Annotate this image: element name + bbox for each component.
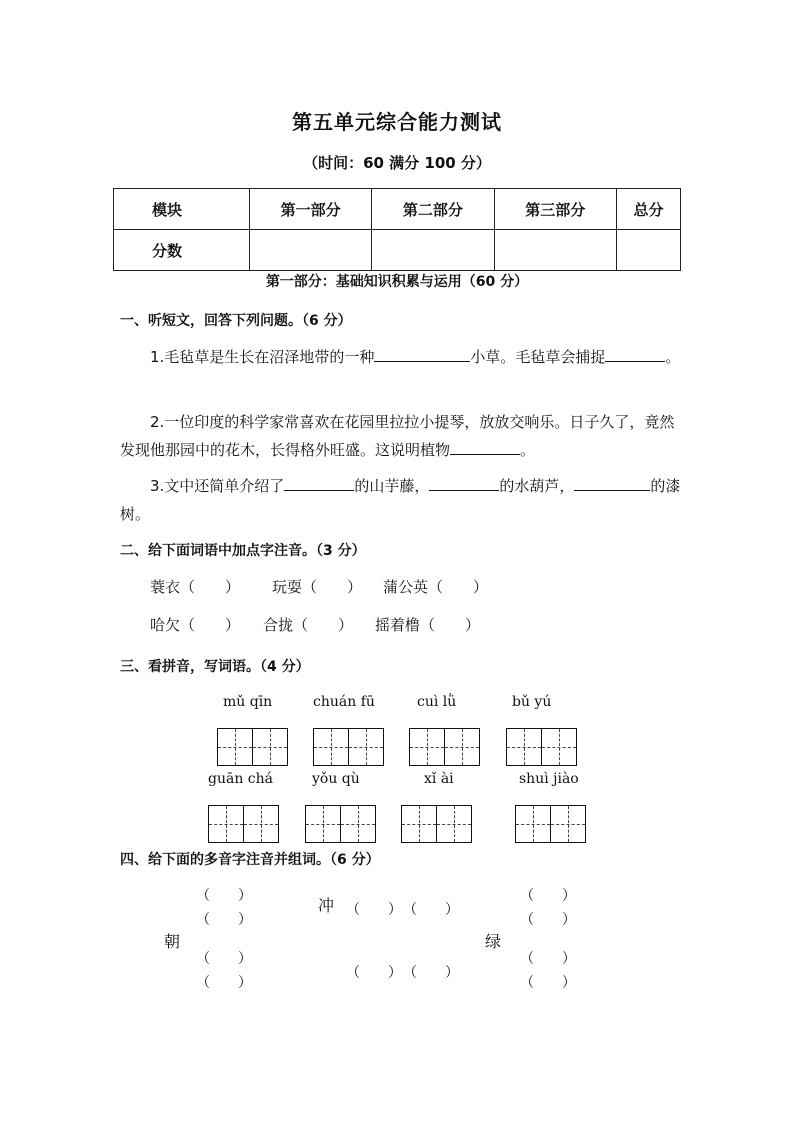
answer-blank[interactable]: [374, 347, 470, 362]
table-header-cell: 总分: [616, 189, 680, 230]
pinyin-label: mǔ qīn: [223, 694, 273, 710]
pinyin-label: guān chá: [208, 771, 273, 787]
q1-item3-text-c: 的水葫芦，: [499, 477, 575, 495]
score-cell[interactable]: [372, 230, 494, 271]
answer-paren[interactable]: （ ）: [346, 965, 402, 981]
polyphone-char: 冲: [318, 896, 335, 915]
q1-item1-text-b: 小草。毛毡草会捕捉: [470, 348, 606, 366]
q1-heading: 一、听短文，回答下列问题。（6 分）: [120, 313, 352, 329]
pinyin-label: shuì jiào: [519, 771, 579, 787]
page-subtitle: （时间：60 满分 100 分）: [303, 154, 491, 172]
table-row: [114, 189, 681, 230]
q2-heading: 二、给下面词语中加点字注音。（3 分）: [120, 543, 366, 559]
writing-grid[interactable]: [515, 805, 586, 843]
writing-grid[interactable]: [506, 728, 577, 766]
q1-item2-text-a: 2.一位印度的科学家常喜欢在花园里拉拉小提琴，放放交响乐。日子久了，竟然发现他那园中的花木，长得格外旺盛。这说明植物: [120, 413, 675, 459]
q2-word: 合拢（ ）: [263, 616, 354, 634]
table-header-cell: 第一部分: [249, 189, 371, 230]
writing-grid[interactable]: [217, 728, 288, 766]
answer-paren[interactable]: （ ）: [520, 975, 576, 991]
q1-item3-text-b: 的山芋藤，: [354, 477, 430, 495]
writing-grid[interactable]: [409, 728, 480, 766]
answer-paren[interactable]: （ ）: [196, 912, 252, 928]
answer-paren[interactable]: （ ）: [196, 951, 252, 967]
q1-item2: [120, 408, 682, 464]
q2-word: 蓑衣（ ）: [150, 578, 241, 596]
answer-paren[interactable]: （ ）: [520, 912, 576, 928]
polyphone-char: 绿: [485, 932, 502, 951]
q2-word: 玩耍（ ）: [272, 578, 363, 596]
q1-item3-text-d: 的漆树。: [120, 477, 681, 523]
answer-blank[interactable]: [450, 440, 520, 455]
answer-blank[interactable]: [429, 476, 499, 491]
pinyin-label: chuán fū: [313, 694, 375, 710]
answer-blank[interactable]: [284, 476, 354, 491]
answer-blank[interactable]: [605, 347, 665, 362]
writing-grid[interactable]: [313, 728, 384, 766]
writing-grid[interactable]: [305, 805, 376, 843]
part1-title: 第一部分：基础知识积累与运用（60 分）: [265, 274, 529, 290]
answer-paren[interactable]: （ ）: [346, 902, 402, 918]
answer-paren[interactable]: （ ）: [520, 888, 576, 904]
score-cell[interactable]: [249, 230, 371, 271]
q1-item2-text-b: 。: [520, 441, 536, 459]
score-cell[interactable]: [494, 230, 616, 271]
table-header-cell: 第三部分: [494, 189, 616, 230]
writing-grid[interactable]: [208, 805, 279, 843]
table-row: [114, 230, 681, 271]
polyphone-char: 朝: [164, 932, 181, 951]
q1-item3: [120, 472, 682, 528]
answer-paren[interactable]: （ ）: [196, 888, 252, 904]
q2-word: 哈欠（ ）: [150, 616, 241, 634]
answer-paren[interactable]: （ ）: [403, 965, 459, 981]
pinyin-label: xǐ ài: [424, 771, 454, 787]
q2-word: 摇着橹（ ）: [375, 616, 481, 634]
table-header-cell: 第二部分: [372, 189, 494, 230]
q2-word: 蒲公英（ ）: [383, 578, 489, 596]
answer-paren[interactable]: （ ）: [403, 902, 459, 918]
answer-paren[interactable]: （ ）: [196, 975, 252, 991]
q1-item1-text-a: 1.毛毡草是生长在沼泽地带的一种: [150, 348, 375, 366]
pinyin-label: bǔ yú: [512, 694, 552, 710]
score-table: [113, 188, 681, 271]
q1-item1: [120, 343, 682, 371]
q4-heading: 四、给下面的多音字注音并组词。（6 分）: [120, 852, 380, 868]
page-title: 第五单元综合能力测试: [292, 110, 502, 134]
table-header-cell: 模块: [114, 189, 250, 230]
q1-item1-text-c: 。: [665, 348, 681, 366]
q3-heading: 三、看拼音，写词语。（4 分）: [120, 659, 310, 675]
writing-grid[interactable]: [401, 805, 472, 843]
answer-paren[interactable]: （ ）: [520, 951, 576, 967]
score-cell[interactable]: [616, 230, 680, 271]
table-row-label: 分数: [114, 230, 250, 271]
answer-blank[interactable]: [574, 476, 650, 491]
q1-item3-text-a: 3.文中还简单介绍了: [150, 477, 285, 495]
pinyin-label: yǒu qù: [312, 771, 360, 787]
pinyin-label: cuì lǜ: [417, 694, 457, 710]
